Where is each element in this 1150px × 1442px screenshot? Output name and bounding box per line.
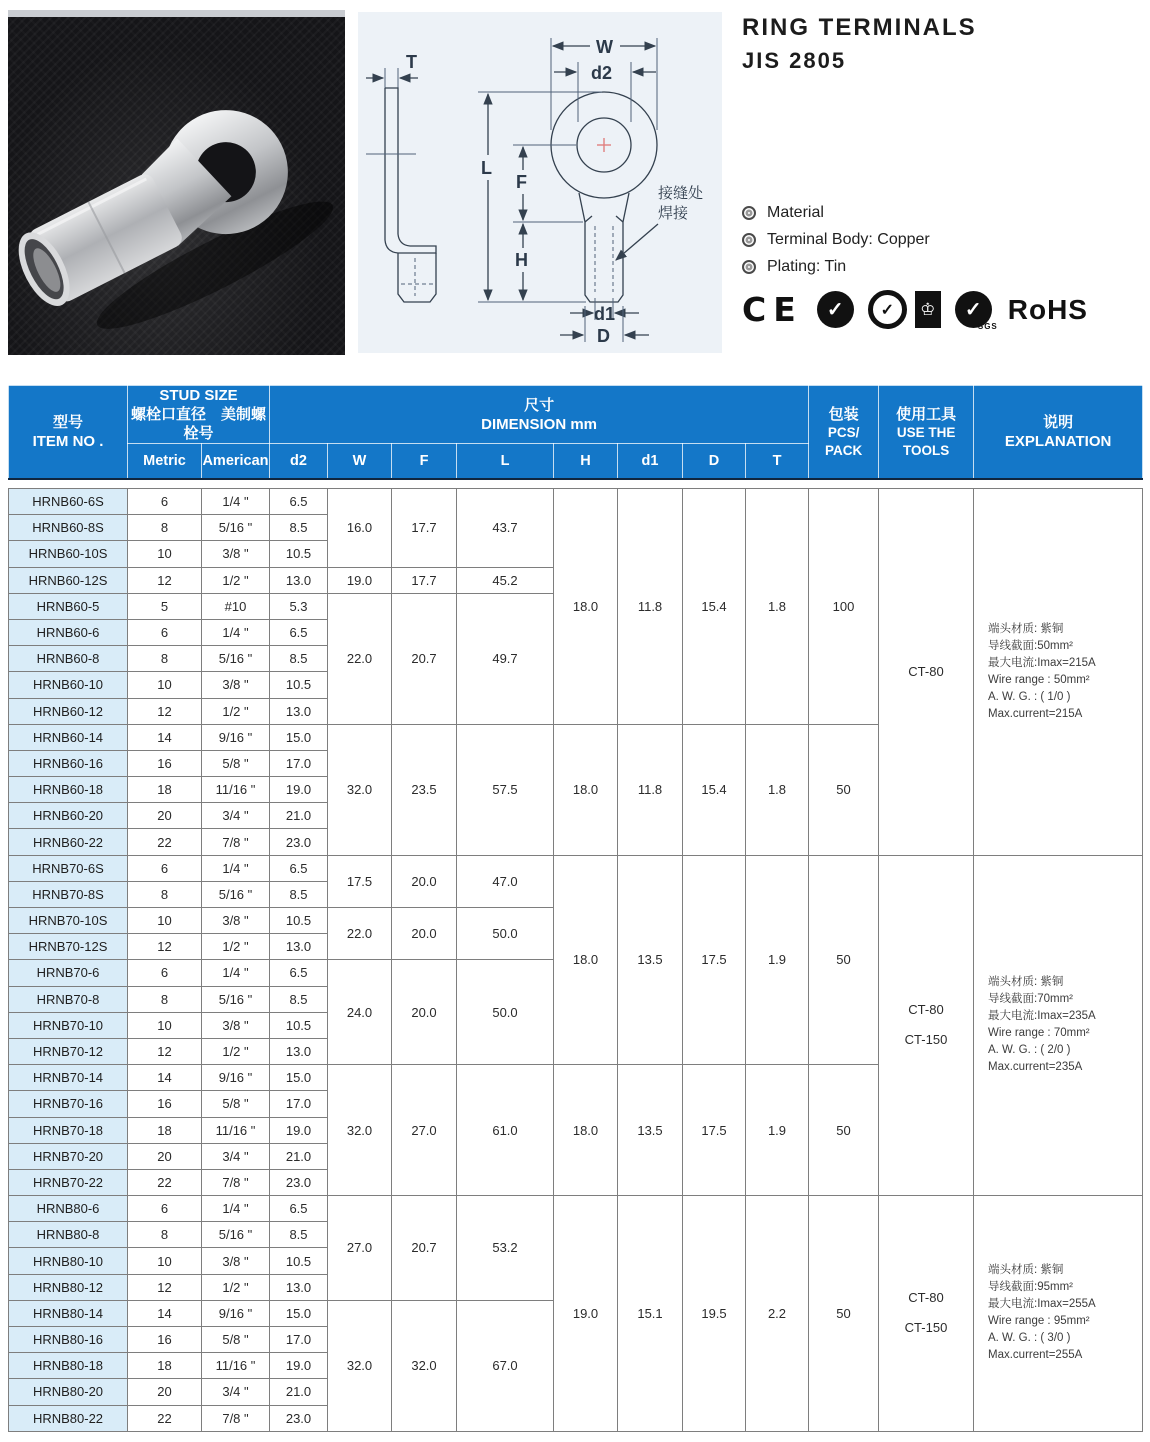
cell-american: 7/8 " xyxy=(202,1405,270,1431)
cell-metric: 14 xyxy=(128,724,202,750)
material-list xyxy=(742,204,1142,276)
cell-metric: 10 xyxy=(128,541,202,567)
cell-d2: 17.0 xyxy=(270,750,328,776)
cell-american: 1/2 " xyxy=(202,698,270,724)
ring-terminal-image xyxy=(8,10,345,355)
cell-metric: 8 xyxy=(128,881,202,907)
cell-metric: 16 xyxy=(128,1327,202,1353)
cell-d2: 8.5 xyxy=(270,881,328,907)
page-title: RING TERMINALS xyxy=(742,14,977,41)
cell-metric: 6 xyxy=(128,1196,202,1222)
cell-w: 17.5 xyxy=(328,855,392,907)
cell-t: 1.8 xyxy=(746,724,809,855)
cell-metric: 10 xyxy=(128,1248,202,1274)
cell-metric: 16 xyxy=(128,1091,202,1117)
cell-w: 19.0 xyxy=(328,567,392,593)
cell-w: 24.0 xyxy=(328,960,392,1065)
dim-label-h: H xyxy=(515,250,528,270)
cell-american: 5/8 " xyxy=(202,1091,270,1117)
cell-american: 3/8 " xyxy=(202,1012,270,1038)
cell-item-no: HRNB70-18 xyxy=(9,1117,128,1143)
cell-h: 18.0 xyxy=(554,1065,618,1196)
page-subtitle: JIS 2805 xyxy=(742,48,847,73)
cell-item-no: HRNB60-6S xyxy=(9,489,128,515)
cell-metric: 12 xyxy=(128,1038,202,1064)
col-header-dd: D xyxy=(683,444,746,480)
cell-d2: 13.0 xyxy=(270,698,328,724)
cell-item-no: HRNB80-8 xyxy=(9,1222,128,1248)
dim-label-d: D xyxy=(597,326,610,346)
cell-metric: 12 xyxy=(128,567,202,593)
cell-d2: 23.0 xyxy=(270,829,328,855)
cell-l: 49.7 xyxy=(457,593,554,724)
cell-metric: 20 xyxy=(128,1379,202,1405)
material-item-row xyxy=(742,258,1142,276)
spec-table-body xyxy=(9,489,1143,1432)
cell-metric: 8 xyxy=(128,646,202,672)
cell-f: 20.7 xyxy=(392,1196,457,1301)
cell-american: 5/8 " xyxy=(202,750,270,776)
cell-w: 22.0 xyxy=(328,593,392,724)
cell-d2: 13.0 xyxy=(270,1038,328,1064)
cell-item-no: HRNB70-10 xyxy=(9,1012,128,1038)
col-header-d2: d2 xyxy=(270,444,328,480)
cell-metric: 8 xyxy=(128,515,202,541)
cell-d2: 6.5 xyxy=(270,619,328,645)
cell-item-no: HRNB60-8 xyxy=(9,646,128,672)
dim-label-l: L xyxy=(481,158,492,178)
cell-american: 1/4 " xyxy=(202,855,270,881)
cell-explanation: 端头材质: 紫铜 导线截面:50mm² 最大电流:Imax=215A Wire range : 50mm² A. W. G. : ( 1/0 ) Max.current=215A xyxy=(974,489,1143,856)
cell-metric: 8 xyxy=(128,1222,202,1248)
cell-metric: 6 xyxy=(128,619,202,645)
material-item: Terminal Body: Copper xyxy=(767,231,930,248)
cell-item-no: HRNB70-22 xyxy=(9,1169,128,1195)
cell-d2: 10.5 xyxy=(270,541,328,567)
cell-f: 20.7 xyxy=(392,593,457,724)
cell-t: 1.9 xyxy=(746,855,809,1065)
cell-metric: 12 xyxy=(128,1274,202,1300)
cell-metric: 6 xyxy=(128,489,202,515)
cell-item-no: HRNB60-22 xyxy=(9,829,128,855)
cell-f: 20.0 xyxy=(392,960,457,1065)
cell-metric: 12 xyxy=(128,698,202,724)
cell-metric: 6 xyxy=(128,960,202,986)
cell-tools: CT-80 xyxy=(879,489,974,856)
cell-dd: 17.5 xyxy=(683,855,746,1065)
cell-metric: 8 xyxy=(128,986,202,1012)
cell-metric: 10 xyxy=(128,1012,202,1038)
sgs-badge xyxy=(955,291,998,331)
table-row xyxy=(9,855,1143,881)
cell-w: 32.0 xyxy=(328,724,392,855)
cell-h: 18.0 xyxy=(554,724,618,855)
ce-mark-icon: CE xyxy=(742,290,803,329)
col-header-explanation: 说明 EXPLANATION xyxy=(974,386,1143,480)
dimension-diagram xyxy=(358,12,722,353)
cell-american: 7/8 " xyxy=(202,829,270,855)
cell-american: 9/16 " xyxy=(202,1300,270,1326)
cell-item-no: HRNB60-10S xyxy=(9,541,128,567)
cell-d2: 10.5 xyxy=(270,1248,328,1274)
weld-annotation-line1: 接缝处 xyxy=(658,185,704,202)
cell-l: 67.0 xyxy=(457,1300,554,1431)
cell-american: 1/2 " xyxy=(202,1038,270,1064)
cell-item-no: HRNB60-12S xyxy=(9,567,128,593)
cell-f: 23.5 xyxy=(392,724,457,855)
dim-label-f: F xyxy=(516,172,527,192)
dimension-drawing xyxy=(358,12,722,353)
cell-item-no: HRNB70-6S xyxy=(9,855,128,881)
cell-t: 1.9 xyxy=(746,1065,809,1196)
cell-american: 1/4 " xyxy=(202,960,270,986)
product-photo xyxy=(8,10,345,355)
cell-d2: 19.0 xyxy=(270,777,328,803)
cell-american: 1/4 " xyxy=(202,1196,270,1222)
cell-metric: 10 xyxy=(128,672,202,698)
cell-american: 3/4 " xyxy=(202,1143,270,1169)
col-header-pack: 包装 PCS/ PACK xyxy=(809,386,879,480)
cell-metric: 22 xyxy=(128,829,202,855)
cell-d2: 10.5 xyxy=(270,672,328,698)
cell-item-no: HRNB60-5 xyxy=(9,593,128,619)
cell-item-no: HRNB70-14 xyxy=(9,1065,128,1091)
cell-item-no: HRNB60-10 xyxy=(9,672,128,698)
cell-american: 3/4 " xyxy=(202,803,270,829)
dim-label-t: T xyxy=(406,52,417,72)
cell-item-no: HRNB60-6 xyxy=(9,619,128,645)
cell-pcs-pack: 50 xyxy=(809,1196,879,1432)
cell-american: 5/16 " xyxy=(202,986,270,1012)
col-header-stud-size: STUD SIZE 螺栓口直径 美制螺栓号 xyxy=(128,386,270,444)
cell-american: 3/8 " xyxy=(202,672,270,698)
cell-l: 50.0 xyxy=(457,960,554,1065)
cell-w: 32.0 xyxy=(328,1300,392,1431)
cell-l: 61.0 xyxy=(457,1065,554,1196)
cell-american: 1/2 " xyxy=(202,567,270,593)
sgs-check-icon: ✓ xyxy=(955,291,992,328)
cell-l: 47.0 xyxy=(457,855,554,907)
cell-metric: 6 xyxy=(128,855,202,881)
cell-d1: 11.8 xyxy=(618,489,683,725)
cell-american: 5/16 " xyxy=(202,515,270,541)
cell-d2: 6.5 xyxy=(270,1196,328,1222)
weee-compliant-icon: ✓ xyxy=(817,291,854,328)
cell-d2: 15.0 xyxy=(270,1300,328,1326)
material-item-row xyxy=(742,231,1142,249)
col-header-tools: 使用工具 USE THE TOOLS xyxy=(879,386,974,480)
cell-pcs-pack: 50 xyxy=(809,855,879,1065)
cell-american: 5/8 " xyxy=(202,1327,270,1353)
cell-metric: 14 xyxy=(128,1300,202,1326)
cell-l: 53.2 xyxy=(457,1196,554,1301)
cell-d2: 13.0 xyxy=(270,567,328,593)
cell-d2: 23.0 xyxy=(270,1405,328,1431)
cell-item-no: HRNB70-8S xyxy=(9,881,128,907)
cell-d2: 23.0 xyxy=(270,1169,328,1195)
col-header-d1: d1 xyxy=(618,444,683,480)
cell-item-no: HRNB80-6 xyxy=(9,1196,128,1222)
bullet-icon xyxy=(742,260,756,274)
cell-metric: 22 xyxy=(128,1405,202,1431)
cell-american: 1/2 " xyxy=(202,1274,270,1300)
cell-d2: 21.0 xyxy=(270,1379,328,1405)
cell-explanation: 端头材质: 紫铜 导线截面:70mm² 最大电流:Imax=235A Wire range : 70mm² A. W. G. : ( 2/0 ) Max.current=235A xyxy=(974,855,1143,1195)
cell-american: #10 xyxy=(202,593,270,619)
cell-american: 3/8 " xyxy=(202,1248,270,1274)
cell-item-no: HRNB70-16 xyxy=(9,1091,128,1117)
cell-d2: 21.0 xyxy=(270,803,328,829)
spec-table-header xyxy=(8,385,1143,480)
cell-f: 27.0 xyxy=(392,1065,457,1196)
cell-d2: 10.5 xyxy=(270,1012,328,1038)
col-header-h: H xyxy=(554,444,618,480)
cell-metric: 16 xyxy=(128,750,202,776)
col-header-metric: Metric xyxy=(128,444,202,480)
sgs-label: SGS xyxy=(977,322,998,331)
cell-d2: 8.5 xyxy=(270,1222,328,1248)
cell-explanation: 端头材质: 紫铜 导线截面:95mm² 最大电流:Imax=255A Wire range : 95mm² A. W. G. : ( 3/0 ) Max.current=255A xyxy=(974,1196,1143,1432)
cell-dd: 15.4 xyxy=(683,724,746,855)
cell-f: 20.0 xyxy=(392,908,457,960)
cell-item-no: HRNB60-20 xyxy=(9,803,128,829)
cell-metric: 5 xyxy=(128,593,202,619)
cell-h: 18.0 xyxy=(554,855,618,1065)
dim-label-d2: d2 xyxy=(591,63,613,83)
cell-metric: 18 xyxy=(128,1353,202,1379)
cell-dd: 15.4 xyxy=(683,489,746,725)
cell-d1: 13.5 xyxy=(618,1065,683,1196)
cell-pcs-pack: 50 xyxy=(809,1065,879,1196)
cell-item-no: HRNB80-20 xyxy=(9,1379,128,1405)
cell-d2: 6.5 xyxy=(270,960,328,986)
cell-h: 18.0 xyxy=(554,489,618,725)
cell-d1: 15.1 xyxy=(618,1196,683,1432)
cell-d2: 8.5 xyxy=(270,986,328,1012)
cell-f: 20.0 xyxy=(392,855,457,907)
col-header-t: T xyxy=(746,444,809,480)
certification-row xyxy=(742,290,1142,329)
cell-american: 7/8 " xyxy=(202,1169,270,1195)
cell-metric: 14 xyxy=(128,1065,202,1091)
cell-item-no: HRNB80-14 xyxy=(9,1300,128,1326)
cell-pcs-pack: 100 xyxy=(809,489,879,725)
col-header-dimension: 尺寸 DIMENSION mm xyxy=(270,386,809,444)
cell-american: 9/16 " xyxy=(202,724,270,750)
cell-f: 17.7 xyxy=(392,567,457,593)
cell-american: 5/16 " xyxy=(202,646,270,672)
dim-label-d1: d1 xyxy=(594,304,616,324)
cell-pcs-pack: 50 xyxy=(809,724,879,855)
cell-d1: 11.8 xyxy=(618,724,683,855)
cell-t: 2.2 xyxy=(746,1196,809,1432)
cell-item-no: HRNB80-10 xyxy=(9,1248,128,1274)
col-header-f: F xyxy=(392,444,457,480)
material-heading-row xyxy=(742,204,1142,222)
cell-t: 1.8 xyxy=(746,489,809,725)
cell-d2: 10.5 xyxy=(270,908,328,934)
cell-w: 32.0 xyxy=(328,1065,392,1196)
cell-h: 19.0 xyxy=(554,1196,618,1432)
cell-d2: 5.3 xyxy=(270,593,328,619)
rohs-mark: RoHS xyxy=(1007,293,1088,325)
spec-table xyxy=(8,488,1143,1432)
cell-w: 16.0 xyxy=(328,489,392,568)
cell-american: 1/2 " xyxy=(202,934,270,960)
bullet-icon xyxy=(742,233,756,247)
cell-d2: 21.0 xyxy=(270,1143,328,1169)
material-item: Plating: Tin xyxy=(767,258,847,275)
cell-d2: 19.0 xyxy=(270,1117,328,1143)
cell-metric: 12 xyxy=(128,934,202,960)
cell-item-no: HRNB70-20 xyxy=(9,1143,128,1169)
cell-american: 3/8 " xyxy=(202,541,270,567)
cell-american: 1/4 " xyxy=(202,489,270,515)
cell-item-no: HRNB70-12S xyxy=(9,934,128,960)
weld-annotation-line2: 焊接 xyxy=(658,205,689,222)
col-header-american: American xyxy=(202,444,270,480)
table-row xyxy=(9,1196,1143,1222)
product-info xyxy=(742,14,1142,329)
cell-item-no: HRNB60-8S xyxy=(9,515,128,541)
cell-item-no: HRNB70-10S xyxy=(9,908,128,934)
cell-d1: 13.5 xyxy=(618,855,683,1065)
cell-item-no: HRNB80-16 xyxy=(9,1327,128,1353)
col-header-item: 型号 ITEM NO . xyxy=(9,386,128,480)
cell-metric: 10 xyxy=(128,908,202,934)
cell-item-no: HRNB70-12 xyxy=(9,1038,128,1064)
cell-american: 9/16 " xyxy=(202,1065,270,1091)
cell-l: 45.2 xyxy=(457,567,554,593)
cell-american: 5/16 " xyxy=(202,881,270,907)
cell-item-no: HRNB60-14 xyxy=(9,724,128,750)
cell-d2: 13.0 xyxy=(270,1274,328,1300)
cell-f: 32.0 xyxy=(392,1300,457,1431)
cell-metric: 20 xyxy=(128,803,202,829)
iso-cert-icon: ✓ xyxy=(868,290,907,329)
cell-d2: 8.5 xyxy=(270,515,328,541)
material-heading: Material xyxy=(767,204,824,221)
cell-american: 11/16 " xyxy=(202,1117,270,1143)
cell-d2: 17.0 xyxy=(270,1091,328,1117)
cell-american: 5/16 " xyxy=(202,1222,270,1248)
cell-item-no: HRNB70-6 xyxy=(9,960,128,986)
cell-tools: CT-80 CT-150 xyxy=(879,1196,974,1432)
cell-tools: CT-80 CT-150 xyxy=(879,855,974,1195)
cell-american: 11/16 " xyxy=(202,1353,270,1379)
dim-label-w: W xyxy=(596,37,613,57)
cell-item-no: HRNB60-18 xyxy=(9,777,128,803)
cell-d2: 19.0 xyxy=(270,1353,328,1379)
cell-metric: 22 xyxy=(128,1169,202,1195)
bullet-icon xyxy=(742,206,756,220)
cell-american: 3/4 " xyxy=(202,1379,270,1405)
cell-item-no: HRNB60-12 xyxy=(9,698,128,724)
cell-l: 50.0 xyxy=(457,908,554,960)
cell-item-no: HRNB80-22 xyxy=(9,1405,128,1431)
cell-item-no: HRNB70-8 xyxy=(9,986,128,1012)
ukas-crown-icon: ♔ xyxy=(915,291,941,328)
cell-f: 17.7 xyxy=(392,489,457,568)
cell-dd: 19.5 xyxy=(683,1196,746,1432)
table-row xyxy=(9,489,1143,515)
cell-item-no: HRNB80-12 xyxy=(9,1274,128,1300)
cell-item-no: HRNB80-18 xyxy=(9,1353,128,1379)
cell-metric: 20 xyxy=(128,1143,202,1169)
cell-d2: 15.0 xyxy=(270,724,328,750)
cell-l: 57.5 xyxy=(457,724,554,855)
cell-american: 11/16 " xyxy=(202,777,270,803)
cell-d2: 15.0 xyxy=(270,1065,328,1091)
cell-american: 3/8 " xyxy=(202,908,270,934)
cell-d2: 13.0 xyxy=(270,934,328,960)
cell-w: 27.0 xyxy=(328,1196,392,1301)
cell-d2: 8.5 xyxy=(270,646,328,672)
cell-american: 1/4 " xyxy=(202,619,270,645)
cell-metric: 18 xyxy=(128,777,202,803)
cell-d2: 6.5 xyxy=(270,489,328,515)
cell-l: 43.7 xyxy=(457,489,554,568)
cell-d2: 17.0 xyxy=(270,1327,328,1353)
col-header-w: W xyxy=(328,444,392,480)
col-header-l: L xyxy=(457,444,554,480)
cell-metric: 18 xyxy=(128,1117,202,1143)
cell-dd: 17.5 xyxy=(683,1065,746,1196)
cell-w: 22.0 xyxy=(328,908,392,960)
cell-d2: 6.5 xyxy=(270,855,328,881)
spec-section xyxy=(8,385,1142,1432)
cell-item-no: HRNB60-16 xyxy=(9,750,128,776)
